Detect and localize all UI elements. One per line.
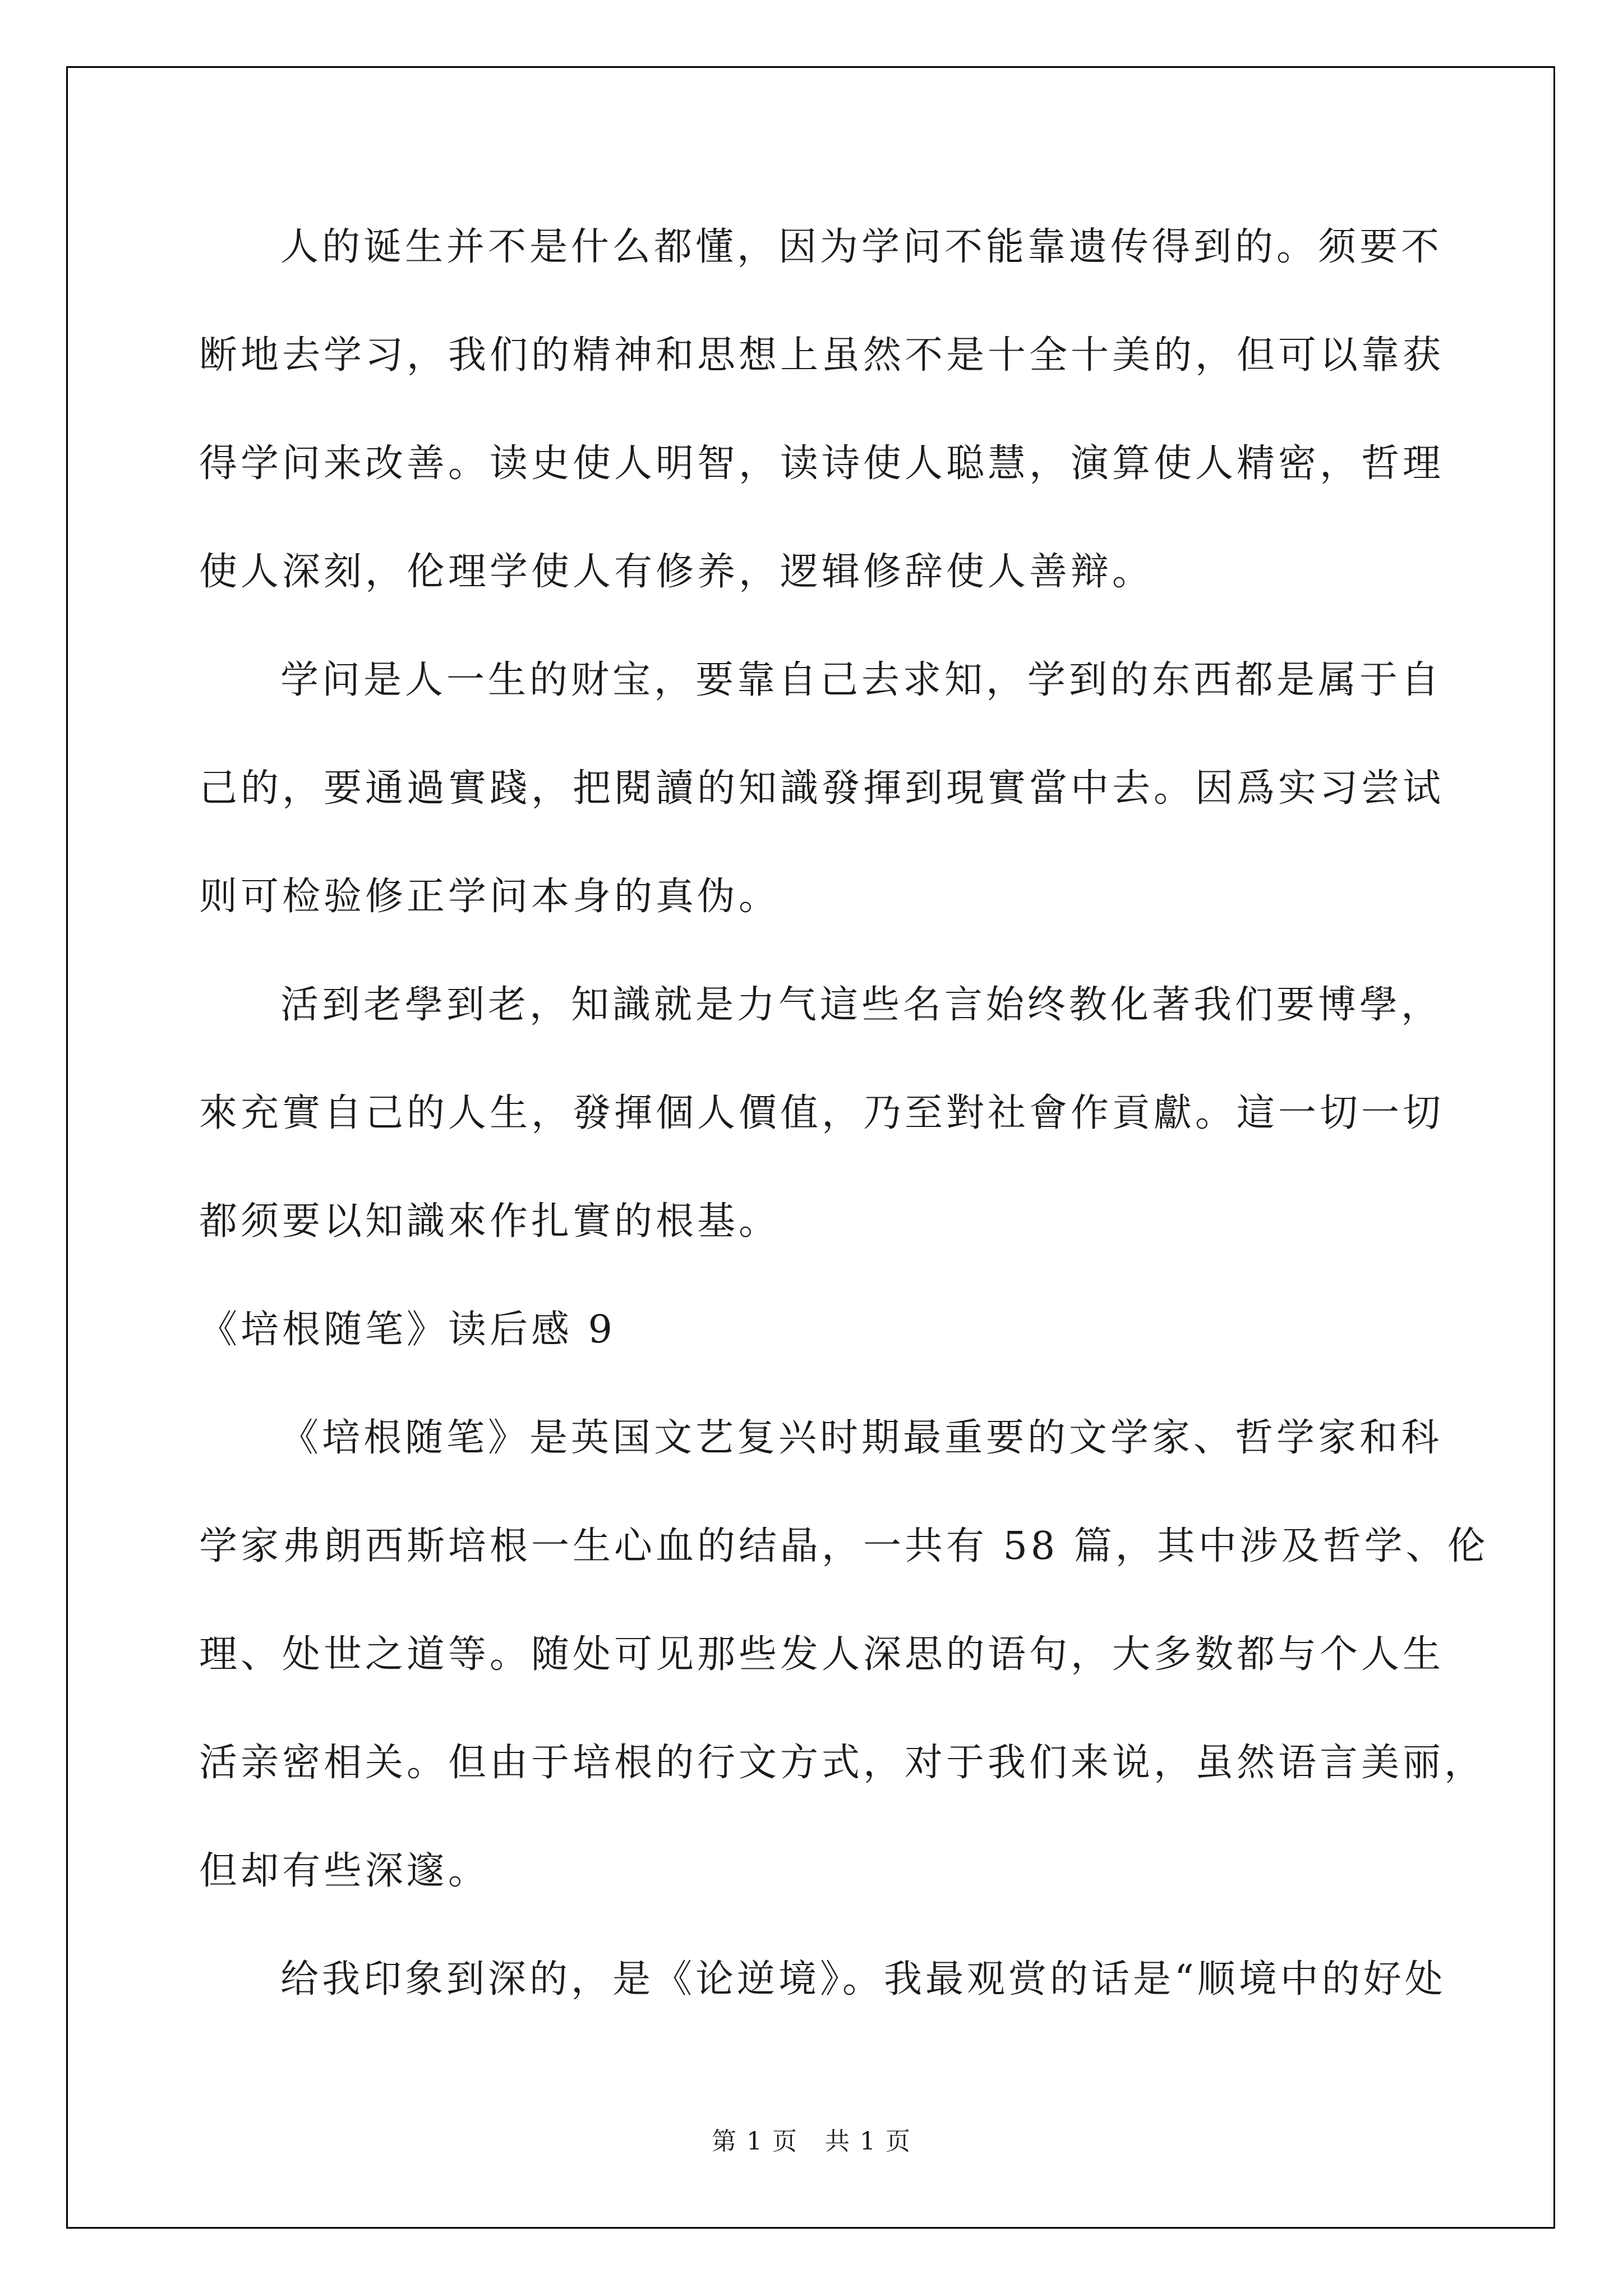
paragraph-line: 活到老學到老，知識就是力气這些名言始终教化著我们要博學， bbox=[280, 983, 1443, 1027]
section-heading: 《培根随笔》读后感 9 bbox=[199, 1308, 616, 1352]
paragraph-line: 学问是人一生的财宝，要靠自己去求知，学到的东西都是属于自 bbox=[280, 658, 1443, 702]
paragraph-line: 己的，要通過實踐，把閱讀的知識發揮到現實當中去。因爲实习尝试 bbox=[199, 766, 1445, 811]
paragraph-line: 得学问来改善。读史使人明智，读诗使人聪慧，演算使人精密，哲理 bbox=[199, 441, 1445, 486]
paragraph-line: 理、处世之道等。随处可见那些发人深思的语句，大多数都与个人生 bbox=[199, 1632, 1445, 1677]
paragraph-line: 活亲密相关。但由于培根的行文方式，对于我们来说，虽然语言美丽， bbox=[199, 1741, 1486, 1785]
paragraph-line: 《培根随笔》是英国文艺复兴时期最重要的文学家、哲学家和科 bbox=[280, 1416, 1443, 1460]
paragraph-line: 则可检验修正学问本身的真伪。 bbox=[199, 875, 781, 919]
page-number-footer: 第 1 页 共 1 页 bbox=[712, 2127, 911, 2156]
paragraph-line: 给我印象到深的，是《论逆境》。我最观赏的话是“顺境中的好处 bbox=[280, 1957, 1446, 2001]
paragraph-line: 使人深刻，伦理学使人有修养，逻辑修辞使人善辩。 bbox=[199, 550, 1154, 594]
paragraph-line: 人的诞生并不是什么都懂，因为学问不能靠遗传得到的。须要不 bbox=[280, 225, 1443, 269]
paragraph-line: 來充實自己的人生，發揮個人價值，乃至對社會作貢獻。這一切一切 bbox=[199, 1091, 1445, 1135]
paragraph-line: 学家弗朗西斯培根一生心血的结晶，一共有 58 篇，其中涉及哲学、伦 bbox=[199, 1524, 1489, 1568]
paragraph-line: 但却有些深邃。 bbox=[199, 1849, 490, 1893]
paragraph-line: 都须要以知識來作扎實的根基。 bbox=[199, 1199, 781, 1244]
paragraph-line: 断地去学习，我们的精神和思想上虽然不是十全十美的，但可以靠获 bbox=[199, 333, 1445, 378]
document-body bbox=[199, 216, 1489, 2056]
